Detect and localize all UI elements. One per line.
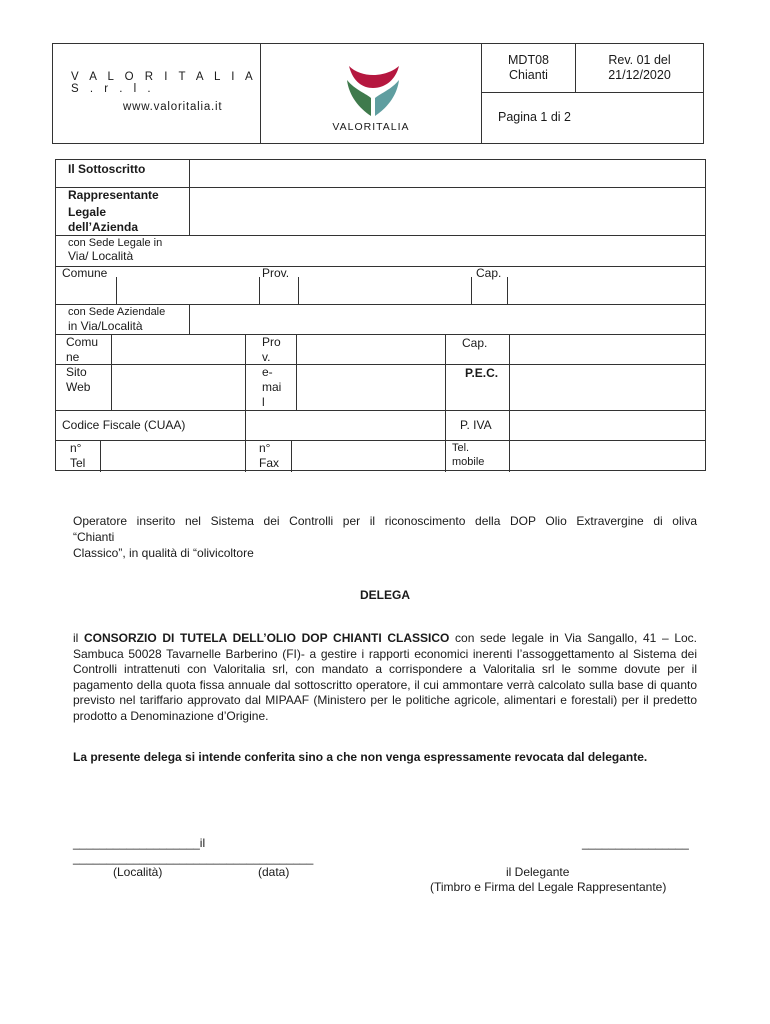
label-fax-b: Fax bbox=[259, 456, 280, 470]
document-header bbox=[52, 43, 704, 144]
label-comune-2b: ne bbox=[66, 350, 80, 364]
operatore-line-1: Operatore inserito nel Sistema dei Controlli per il riconoscimento della DOP Olio Extravergine di oliva bbox=[73, 514, 697, 528]
revision-cell bbox=[576, 44, 703, 93]
col-divider bbox=[291, 440, 292, 472]
label-sede-aziendale: con Sede Aziendale bbox=[68, 306, 166, 318]
delega-lead: il bbox=[73, 631, 85, 645]
label-prov-2b: v. bbox=[262, 350, 271, 364]
delegante-caption: il Delegante bbox=[506, 865, 570, 879]
col-divider bbox=[259, 277, 260, 304]
label-rappresentante-2: Legale bbox=[68, 205, 107, 219]
col-divider bbox=[116, 277, 117, 304]
company-website: www.valoritalia.it bbox=[123, 101, 223, 113]
col-divider bbox=[509, 334, 510, 472]
delega-title: DELEGA bbox=[359, 588, 410, 602]
label-tel-a: n° bbox=[70, 441, 82, 455]
date-line: ____________________________________ bbox=[73, 851, 314, 865]
label-web: Web bbox=[66, 380, 91, 394]
col-divider bbox=[245, 334, 246, 472]
logo-text: VALORITALIA bbox=[332, 121, 410, 133]
revision-line-2: 21/12/2020 bbox=[608, 68, 671, 82]
label-email-c: l bbox=[262, 395, 265, 409]
label-tel-b: Tel bbox=[70, 456, 86, 470]
doc-code-cell bbox=[482, 44, 576, 93]
label-prov-2a: Pro bbox=[262, 335, 281, 349]
data-caption: (data) bbox=[258, 865, 290, 879]
row-divider bbox=[56, 266, 705, 267]
label-cap: Cap. bbox=[476, 266, 502, 280]
operatore-line-3: Classico”, in qualità di “olivicoltore bbox=[73, 546, 254, 560]
label-prov: Prov. bbox=[262, 266, 290, 280]
col-divider bbox=[507, 277, 508, 304]
label-comune-2a: Comu bbox=[66, 335, 99, 349]
localita-caption: (Località) bbox=[113, 865, 163, 879]
label-email-a: e- bbox=[262, 365, 273, 379]
company-data-form bbox=[55, 159, 706, 471]
col-divider bbox=[189, 304, 190, 334]
row-divider bbox=[56, 364, 705, 365]
company-name: V A L O R I T A L I A S . r . l . bbox=[71, 71, 257, 95]
timbro-caption: (Timbro e Firma del Legale Rappresentante) bbox=[430, 880, 667, 894]
place-line: ___________________il bbox=[73, 836, 206, 850]
doc-sub: Chianti bbox=[509, 68, 548, 82]
col-divider bbox=[471, 277, 472, 304]
validity-statement: La presente delega si intende conferita sino a che non venga espressamente revocata dal delegante. bbox=[73, 750, 648, 764]
col-divider bbox=[445, 334, 446, 410]
label-codice-fiscale: Codice Fiscale (CUAA) bbox=[62, 418, 186, 432]
label-in-via-localita: in Via/Località bbox=[68, 319, 143, 333]
delega-paragraph bbox=[73, 631, 697, 724]
col-divider bbox=[189, 160, 190, 235]
consorzio-name: CONSORZIO DI TUTELA DELL’OLIO DOP CHIANTI CLASSICO bbox=[84, 631, 450, 645]
valoritalia-logo-icon bbox=[341, 62, 405, 118]
label-sede-legale: con Sede Legale in bbox=[68, 237, 163, 249]
delega-rest: con sede legale in Via Sangallo, 41 – Loc. Sambuca 50028 Tavarnelle Barberino (FI)- a gestire i rapporti economici inerenti l’assoggettamento al Sistema dei Controlli intrattenuti con Valoritalia srl, con mandato a corrispondere a Valoritalia srl le somme dovute per il pagamento della quota fissa annuale dal sottoscritto operatore, il cui ammontare verrà calcolato sulla base di quanto previsto nel tariffario approvato dal MIPAAF (Ministero per le politiche agricole, alimentari e forestali) per il predetto prodotto a Denominazione d’Origine. bbox=[73, 631, 698, 723]
col-divider bbox=[445, 440, 446, 472]
row-divider bbox=[56, 334, 705, 335]
revision-line-1: Rev. 01 del bbox=[608, 53, 671, 67]
label-email-b: mai bbox=[262, 380, 282, 394]
label-pec: P.E.C. bbox=[465, 366, 499, 380]
row-divider bbox=[56, 410, 705, 411]
col-divider bbox=[111, 334, 112, 410]
label-fax-a: n° bbox=[259, 441, 271, 455]
label-tel-mobile-b: mobile bbox=[452, 456, 485, 468]
company-cell bbox=[53, 44, 261, 143]
page-number: Pagina 1 di 2 bbox=[498, 110, 571, 124]
signature-line: ________________ bbox=[582, 836, 689, 850]
row-divider bbox=[56, 440, 705, 441]
label-piva: P. IVA bbox=[460, 418, 492, 432]
col-divider bbox=[296, 334, 297, 410]
label-rappresentante-3: dell’Azienda bbox=[68, 220, 139, 234]
col-divider bbox=[298, 277, 299, 304]
label-rappresentante-1: Rappresentante bbox=[68, 188, 159, 202]
label-via-localita: Via/ Località bbox=[68, 249, 134, 263]
col-divider bbox=[445, 410, 446, 440]
label-comune: Comune bbox=[62, 266, 108, 280]
operatore-line-2: “Chianti bbox=[73, 530, 115, 544]
logo-cell bbox=[261, 44, 482, 143]
label-sito: Sito bbox=[66, 365, 87, 379]
label-sottoscritto: Il Sottoscritto bbox=[68, 162, 146, 176]
doc-code: MDT08 bbox=[508, 53, 549, 67]
label-tel-mobile-a: Tel. bbox=[452, 442, 470, 454]
col-divider bbox=[100, 440, 101, 472]
label-cap-2: Cap. bbox=[462, 336, 488, 350]
